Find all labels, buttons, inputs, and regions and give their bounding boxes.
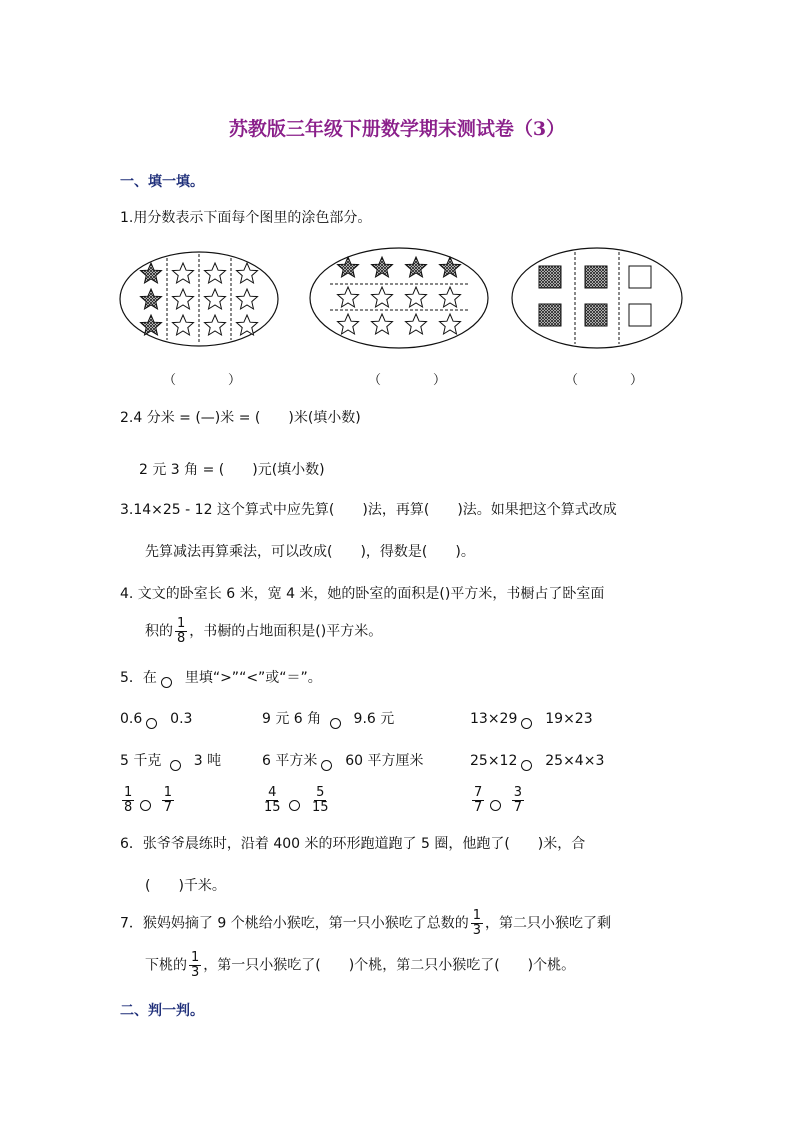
compare-item: 13×29 19×23 <box>470 711 593 727</box>
question-6a: 6．张爷爷晨练时，沿着 400 米的环形跑道跑了 5 圈，他跑了( )米，合 <box>120 836 586 852</box>
fraction: $\frac{7}{7}$ <box>474 785 483 815</box>
compare-item: 0.6 0.3 <box>120 711 193 727</box>
question-4a: 4. 文文的卧室长 6 米，宽 4 米，她的卧室的面积是()平方米，书橱占了卧室面 <box>120 586 605 602</box>
page-title: 苏教版三年级下册数学期末测试卷（3） <box>228 118 566 140</box>
q4b-prefix: 积的 <box>145 623 173 640</box>
question-7a: 7．猴妈妈摘了 9 个桃给小猴吃，第一只小猴吃了总数的 $\frac{1}{3}$ ，第二只小猴吃了剩 <box>120 908 611 938</box>
question-5: 5．在 里填“>”“<”或“＝”。 <box>120 670 322 686</box>
answer-circle[interactable] <box>170 760 181 771</box>
star-icon <box>372 314 393 334</box>
shaded-square-icon <box>585 304 607 326</box>
star-icon <box>173 263 194 283</box>
shaded-square-icon <box>539 266 561 288</box>
answer-circle[interactable] <box>521 718 532 729</box>
compare-item: 5 千克 3 吨 <box>120 753 222 769</box>
star-icon <box>440 287 461 307</box>
square-icon <box>629 266 651 288</box>
fraction: $\frac{4}{15}$ <box>264 785 281 815</box>
fraction: $\frac{3}{7}$ <box>513 785 523 815</box>
fraction: $\frac{1}{3}$ <box>472 908 481 938</box>
star-icon <box>173 315 194 335</box>
question-2a: 2.4 分米 = (—)米 = ( )米(填小数) <box>120 410 361 426</box>
question-3a: 3.14×25 - 12 这个算式中应先算( )法，再算( )法。如果把这个算式改成 <box>120 502 617 518</box>
fraction: $\frac{1}{7}$ <box>163 785 173 815</box>
compare-item: 9 元 6 角 9.6 元 <box>262 711 395 727</box>
star-icon <box>205 263 226 283</box>
star-icon <box>205 315 226 335</box>
star-icon <box>338 314 359 334</box>
answer-circle[interactable] <box>321 760 332 771</box>
shaded-square-icon <box>585 266 607 288</box>
question-2b: 2 元 3 角 = ( )元(填小数) <box>139 462 325 478</box>
square-icon <box>629 304 651 326</box>
shaded-star-icon <box>406 257 427 277</box>
answer-circle[interactable] <box>289 800 300 811</box>
q4b-suffix: ，书橱的占地面积是()平方米。 <box>189 623 383 640</box>
compare-item: 25×12 25×4×3 <box>470 753 605 769</box>
square-ellipse-figure-3 <box>510 246 684 350</box>
question-3b: 先算减法再算乘法，可以改成( )，得数是( )。 <box>145 544 475 560</box>
star-icon <box>440 314 461 334</box>
star-icon <box>372 287 393 307</box>
star-icon <box>173 289 194 309</box>
star-icon <box>338 287 359 307</box>
fraction: $\frac{1}{8}$ <box>177 616 186 646</box>
star-ellipse-figure-2 <box>308 246 490 350</box>
star-icon <box>205 289 226 309</box>
answer-circle[interactable] <box>521 760 532 771</box>
fraction: $\frac{1}{3}$ <box>191 950 200 980</box>
answer-circle[interactable] <box>146 718 157 729</box>
shaded-square-icon <box>539 304 561 326</box>
compare-item: 6 平方米 60 平方厘米 <box>262 753 424 769</box>
shaded-star-icon <box>141 289 162 309</box>
compare-item <box>470 786 526 815</box>
star-icon <box>406 287 427 307</box>
question-1: 1.用分数表示下面每个图里的涂色部分。 <box>120 210 372 226</box>
question-7b: 下桃的 $\frac{1}{3}$ ，第一只小猴吃了( )个桃，第二只小猴吃了( )个桃。 <box>145 950 576 980</box>
answer-circle[interactable] <box>490 800 501 811</box>
star-ellipse-figure-1 <box>118 250 280 348</box>
star-icon <box>406 314 427 334</box>
fraction: $\frac{5}{15}$ <box>312 785 329 815</box>
answer-circle[interactable] <box>140 800 151 811</box>
answer-blank-1[interactable]: （ ） <box>163 373 242 388</box>
compare-item <box>120 786 176 815</box>
circle-icon <box>161 677 172 688</box>
compare-item <box>260 786 333 815</box>
section-heading-judge: 二、判一判。 <box>120 1003 204 1019</box>
question-6b: ( )千米。 <box>145 878 226 894</box>
section-heading-fill: 一、填一填。 <box>120 174 204 190</box>
star-icon <box>237 289 258 309</box>
question-4b <box>145 617 382 646</box>
fraction: $\frac{1}{8}$ <box>124 785 133 815</box>
answer-blank-2[interactable]: （ ） <box>368 373 447 388</box>
answer-blank-3[interactable]: （ ） <box>565 373 644 388</box>
shaded-star-icon <box>372 257 393 277</box>
answer-circle[interactable] <box>330 718 341 729</box>
